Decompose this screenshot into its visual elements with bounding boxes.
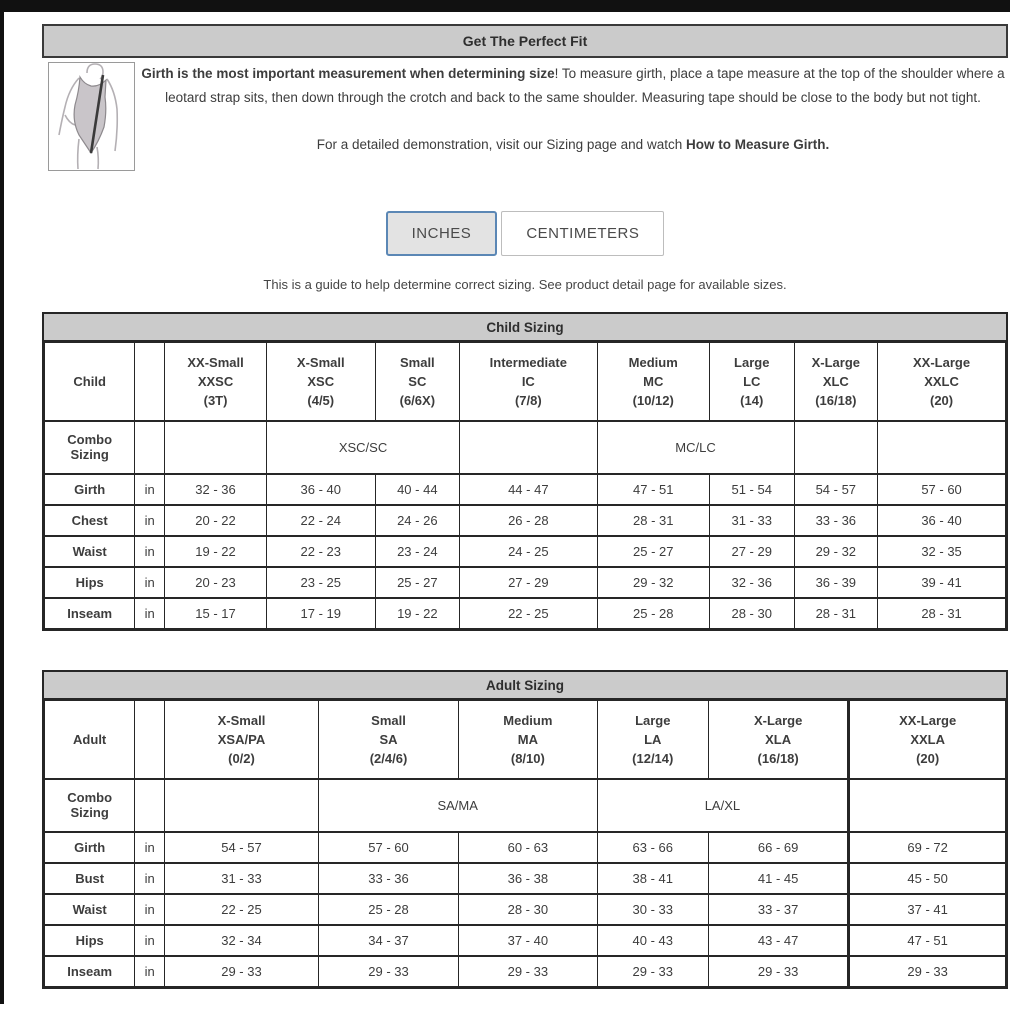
combo-sizing-cell: XSC/SC	[266, 421, 459, 474]
measurement-value: 27 - 29	[709, 536, 794, 567]
measurement-value: 15 - 17	[165, 598, 267, 629]
sizing-note: This is a guide to help determine correct sizing. See product detail page for available sizes.	[263, 277, 787, 292]
combo-sizing-cell: LA/XL	[597, 779, 849, 832]
size-column-header-line: XSA/PA	[217, 731, 266, 747]
size-column-header	[459, 701, 597, 779]
size-column-header-line: (2/4/6)	[369, 750, 408, 766]
measurement-value: 25 - 28	[597, 598, 709, 629]
measurement-value: 32 - 36	[709, 567, 794, 598]
measurement-value: 33 - 36	[318, 863, 458, 894]
size-column-header-line: MA	[517, 731, 538, 747]
combo-unit-cell	[135, 779, 165, 832]
size-column-header-line: (16/18)	[815, 392, 857, 408]
size-column-header-line: (8/10)	[510, 750, 545, 766]
leotard-illustration	[48, 62, 135, 171]
measurement-value: 44 - 47	[460, 474, 597, 505]
measurement-value: 28 - 31	[794, 598, 878, 629]
measurement-value: 27 - 29	[460, 567, 597, 598]
measurement-value: 33 - 37	[709, 894, 849, 925]
measurement-value: 29 - 33	[459, 956, 597, 987]
combo-sizing-cell	[794, 421, 878, 474]
inches-button[interactable]: INCHES	[386, 211, 498, 256]
size-column-header-line: XXLA	[910, 731, 945, 747]
size-column-header	[597, 701, 708, 779]
size-column-header-line: XX-Large	[899, 712, 957, 728]
girth-instructions	[139, 62, 1007, 109]
measurement-value: 39 - 41	[878, 567, 1006, 598]
measurement-value: 33 - 36	[794, 505, 878, 536]
measurement-value: 32 - 34	[165, 925, 319, 956]
size-column-header-line: (14)	[740, 392, 764, 408]
measurement-unit: in	[135, 505, 165, 536]
measurement-row	[45, 598, 1006, 629]
measurement-value: 25 - 27	[375, 567, 460, 598]
size-column-header-line: Small	[399, 354, 435, 370]
child-sizing-table	[42, 312, 1008, 631]
measurement-value: 19 - 22	[165, 536, 267, 567]
size-column-header-line: (0/2)	[228, 750, 255, 766]
measurement-row	[45, 536, 1006, 567]
combo-sizing-cell	[165, 779, 319, 832]
child-table-title: Child Sizing	[44, 314, 1006, 342]
measurement-value: 31 - 33	[709, 505, 794, 536]
measurement-value: 69 - 72	[849, 832, 1006, 863]
girth-instructions-bold: Girth is the most important measurement when determining size	[141, 66, 555, 81]
measurement-value: 23 - 24	[375, 536, 460, 567]
measurement-unit: in	[135, 474, 165, 505]
size-column-header-line: IC	[521, 373, 535, 389]
measurement-value: 31 - 33	[165, 863, 319, 894]
measurement-row	[45, 474, 1006, 505]
measurement-value: 57 - 60	[318, 832, 458, 863]
measurement-unit: in	[135, 832, 165, 863]
measurement-value: 40 - 43	[597, 925, 708, 956]
measurement-value: 24 - 26	[375, 505, 460, 536]
size-column-header-line: X-Small	[217, 712, 266, 728]
measurement-label: Bust	[45, 863, 135, 894]
size-column-header-line: (16/18)	[757, 750, 799, 766]
measurement-value: 28 - 31	[597, 505, 709, 536]
measurement-unit: in	[135, 894, 165, 925]
size-column-header	[266, 343, 375, 421]
measurement-value: 37 - 41	[849, 894, 1006, 925]
measurement-value: 25 - 28	[318, 894, 458, 925]
measurement-value: 63 - 66	[597, 832, 708, 863]
leotard-figure-svg	[49, 63, 134, 170]
size-column-header-line: XXSC	[197, 373, 234, 389]
measurement-value: 38 - 41	[597, 863, 708, 894]
size-column-header	[165, 343, 267, 421]
measurement-label: Inseam	[45, 598, 135, 629]
measurement-label: Hips	[45, 567, 135, 598]
top-border-bar	[0, 0, 1010, 12]
measurement-row	[45, 925, 1006, 956]
measurement-value: 60 - 63	[459, 832, 597, 863]
measurement-value: 54 - 57	[165, 832, 319, 863]
size-column-header-line: SC	[408, 373, 427, 389]
size-column-header-line: XLC	[822, 373, 849, 389]
measurement-row	[45, 956, 1006, 987]
unit-toggle	[42, 211, 1008, 256]
size-column-header-line: LC	[743, 373, 761, 389]
size-column-header-line: (10/12)	[632, 392, 674, 408]
size-column-header-line: (6/6X)	[399, 392, 436, 408]
measurement-row	[45, 894, 1006, 925]
combo-sizing-cell	[460, 421, 597, 474]
measurement-value: 26 - 28	[460, 505, 597, 536]
intro-paragraph	[139, 62, 1007, 157]
size-column-header-line: (3T)	[203, 392, 228, 408]
measurement-row	[45, 832, 1006, 863]
size-column-header-line: X-Small	[296, 354, 345, 370]
measurement-value: 66 - 69	[709, 832, 849, 863]
measurement-value: 57 - 60	[878, 474, 1006, 505]
measurement-label: Inseam	[45, 956, 135, 987]
girth-instructions-rest: ! To measure girth, place a tape measure at the top of the shoulder where a leotard strap sits, then down through the crotch and back to the same shoulder. Measuring tape should be close to the body but not tight.	[165, 66, 1005, 105]
measurement-value: 47 - 51	[849, 925, 1006, 956]
size-column-header-line: Medium	[503, 712, 553, 728]
measurement-unit: in	[135, 925, 165, 956]
size-column-header-line: Large	[635, 712, 671, 728]
size-column-header	[849, 701, 1006, 779]
measurement-row	[45, 505, 1006, 536]
size-column-header	[375, 343, 460, 421]
measurement-value: 19 - 22	[375, 598, 460, 629]
measurement-row	[45, 567, 1006, 598]
measurement-value: 36 - 38	[459, 863, 597, 894]
measurement-value: 23 - 25	[266, 567, 375, 598]
combo-sizing-cell	[878, 421, 1006, 474]
measurement-unit: in	[135, 598, 165, 629]
size-column-header-line: Medium	[628, 354, 678, 370]
demo-line	[139, 133, 1007, 157]
measurement-label: Waist	[45, 536, 135, 567]
measurement-value: 40 - 44	[375, 474, 460, 505]
measurement-value: 34 - 37	[318, 925, 458, 956]
measurement-value: 29 - 33	[709, 956, 849, 987]
size-column-header	[709, 343, 794, 421]
measurement-unit: in	[135, 863, 165, 894]
size-column-header	[709, 701, 849, 779]
combo-sizing-cell	[849, 779, 1006, 832]
measurement-value: 32 - 36	[165, 474, 267, 505]
measurement-value: 22 - 25	[460, 598, 597, 629]
measurement-value: 41 - 45	[709, 863, 849, 894]
measurement-value: 29 - 32	[794, 536, 878, 567]
size-column-header-line: (20)	[916, 750, 940, 766]
measurement-value: 43 - 47	[709, 925, 849, 956]
measurement-unit: in	[135, 536, 165, 567]
size-column-header	[460, 343, 597, 421]
measurement-value: 36 - 40	[878, 505, 1006, 536]
measurement-value: 36 - 39	[794, 567, 878, 598]
measurement-value: 30 - 33	[597, 894, 708, 925]
size-column-header-line: XX-Large	[913, 354, 971, 370]
combo-unit-cell	[135, 421, 165, 474]
size-column-header-line: XXLC	[924, 373, 959, 389]
size-column-header-line: XSC	[307, 373, 335, 389]
measurement-value: 22 - 23	[266, 536, 375, 567]
size-column-header-line: (12/14)	[632, 750, 674, 766]
measurement-value: 24 - 25	[460, 536, 597, 567]
measurement-value: 29 - 32	[597, 567, 709, 598]
measurement-value: 28 - 30	[459, 894, 597, 925]
measurement-label: Waist	[45, 894, 135, 925]
measurement-value: 29 - 33	[165, 956, 319, 987]
measurement-value: 54 - 57	[794, 474, 878, 505]
measurement-value: 29 - 33	[597, 956, 708, 987]
measurement-value: 47 - 51	[597, 474, 709, 505]
measurement-row	[45, 863, 1006, 894]
size-column-header	[878, 343, 1006, 421]
size-column-header	[165, 701, 319, 779]
row-group-label: Adult	[45, 701, 135, 779]
size-column-header-line: SA	[379, 731, 398, 747]
measurement-value: 29 - 33	[849, 956, 1006, 987]
measurement-value: 37 - 40	[459, 925, 597, 956]
measurement-label: Chest	[45, 505, 135, 536]
measurement-value: 20 - 22	[165, 505, 267, 536]
size-column-header-line: Large	[734, 354, 770, 370]
measurement-value: 32 - 35	[878, 536, 1006, 567]
combo-sizing-label: Combo Sizing	[45, 779, 135, 832]
adult-sizing-table	[42, 670, 1008, 989]
page-title	[42, 24, 1008, 58]
row-group-label: Child	[45, 343, 135, 421]
left-border-bar	[0, 0, 4, 1004]
size-column-header-line: (20)	[929, 392, 954, 408]
measurement-label: Girth	[45, 474, 135, 505]
measurement-value: 29 - 33	[318, 956, 458, 987]
size-column-header	[597, 343, 709, 421]
centimeters-button[interactable]: CENTIMETERS	[501, 211, 664, 256]
measurement-label: Hips	[45, 925, 135, 956]
size-column-header	[318, 701, 458, 779]
size-column-header-line: XLA	[765, 731, 792, 747]
measurement-unit: in	[135, 567, 165, 598]
size-column-header-line: LA	[644, 731, 662, 747]
measurement-value: 22 - 25	[165, 894, 319, 925]
size-column-header-line: MC	[643, 373, 664, 389]
combo-sizing-cell: SA/MA	[318, 779, 597, 832]
combo-sizing-cell	[165, 421, 267, 474]
measurement-value: 28 - 31	[878, 598, 1006, 629]
adult-table-title: Adult Sizing	[44, 672, 1006, 700]
measurement-value: 45 - 50	[849, 863, 1006, 894]
measurement-unit: in	[135, 956, 165, 987]
measurement-value: 17 - 19	[266, 598, 375, 629]
unit-column-header	[135, 343, 165, 421]
measurement-value: 22 - 24	[266, 505, 375, 536]
size-column-header-line: (4/5)	[307, 392, 335, 408]
size-column-header-line: Intermediate	[489, 354, 567, 370]
measurement-value: 51 - 54	[709, 474, 794, 505]
size-column-header-line: XX-Small	[187, 354, 244, 370]
demo-bold-text: How to Measure Girth.	[685, 137, 830, 152]
page-title-text: Get The Perfect Fit	[462, 33, 588, 49]
size-column-header-line: X-Large	[811, 354, 861, 370]
size-column-header-line: Small	[371, 712, 406, 728]
measurement-value: 36 - 40	[266, 474, 375, 505]
combo-sizing-label: Combo Sizing	[45, 421, 135, 474]
measurement-value: 28 - 30	[709, 598, 794, 629]
size-column-header	[794, 343, 878, 421]
unit-column-header	[135, 701, 165, 779]
size-column-header-line: X-Large	[753, 712, 803, 728]
measurement-value: 20 - 23	[165, 567, 267, 598]
measurement-label: Girth	[45, 832, 135, 863]
combo-sizing-cell: MC/LC	[597, 421, 794, 474]
measurement-value: 25 - 27	[597, 536, 709, 567]
size-column-header-line: (7/8)	[514, 392, 542, 408]
demo-text: For a detailed demonstration, visit our Sizing page and watch	[316, 137, 686, 152]
